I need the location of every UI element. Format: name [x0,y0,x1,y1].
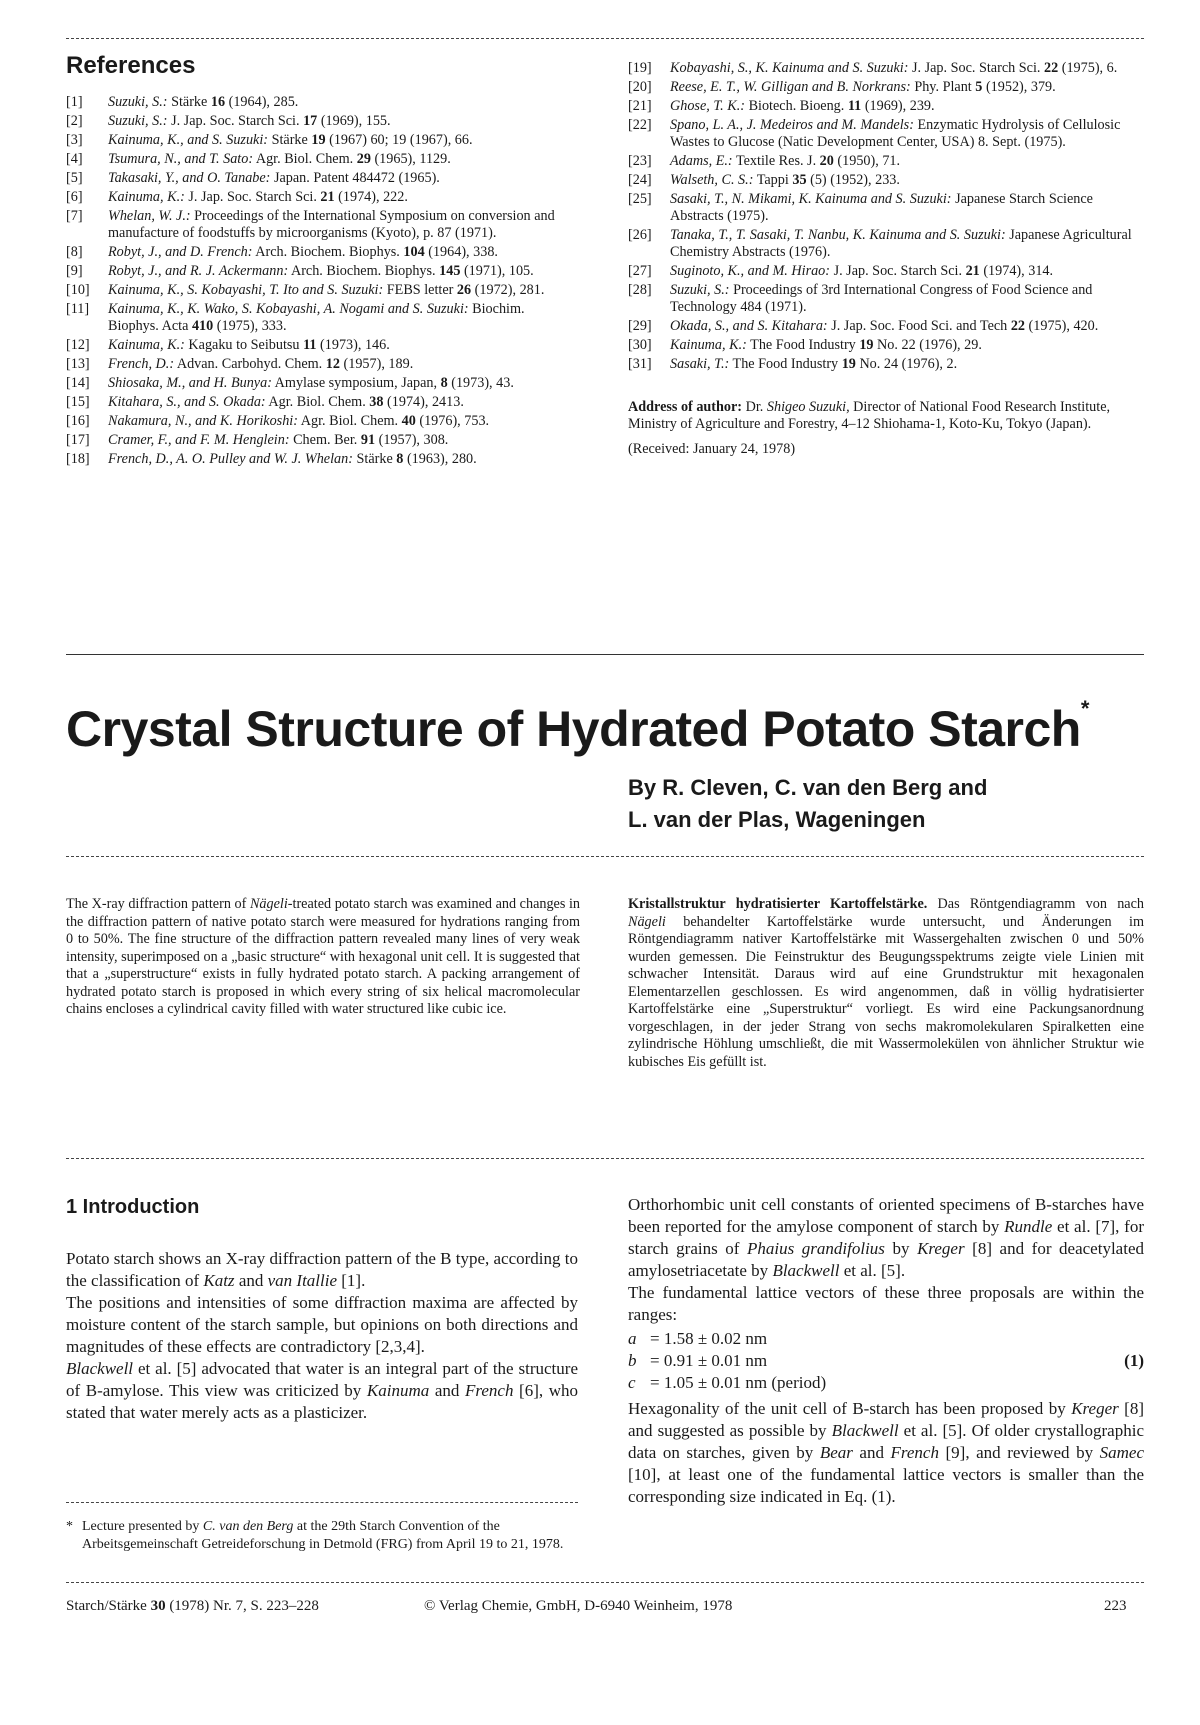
reference-authors: Sasaki, T., N. Mikami, K. Kainuma and S. Suzuki: [670,191,952,207]
reference-number: [12] [66,337,90,353]
reference-item: [12] Kainuma, K.: Kagaku to Seibutsu 11 (1973), 146. [66,337,390,353]
reference-number: [1] [66,94,83,110]
reference-authors: Kainuma, K.: [670,337,747,353]
reference-item: [2] Suzuki, S.: J. Jap. Soc. Starch Sci. 17 (1969), 155. [66,113,391,129]
equation-number: (1) [1124,1351,1144,1370]
byline-line-1: By R. Cleven, C. van den Berg and [628,775,988,800]
reference-number: [29] [628,318,652,334]
reference-item: [7] Whelan, W. J.: Proceedings of the International Symposium on conversion and manufacture of foodstuffs by microorganisms (Kyoto), p. 87 (1971). [66,208,555,241]
intro-paragraph: Potato starch shows an X-ray diffraction pattern of the B type, according to the classification of Katz and van Itallie [1]. [66,1249,578,1290]
reference-authors: Takasaki, Y., and O. Tanabe: [108,170,271,186]
intro-paragraph: The positions and intensities of some diffraction maxima are affected by moisture content of the starch sample, but opinions on both directions and magnitudes of these effects are contradictory [2,3,4]. [66,1293,578,1356]
equation-line-c: c = 1.05 ± 0.01 nm (period) [628,1373,827,1392]
address-label: Address of author: [628,399,743,415]
reference-item: [5] Takasaki, Y., and O. Tanabe: Japan. Patent 484472 (1965). [66,170,440,186]
reference-authors: Adams, E.: [670,153,733,169]
reference-authors: Kitahara, S., and S. Okada: [108,394,266,410]
reference-authors: Walseth, C. S.: [670,172,754,188]
author-address: Address of author: Dr. Shigeo Suzuki, Director of National Food Research Institute, Ministry of Agriculture and Forestry, 4–12 Shiohama-1, Koto-Ku, Tokyo (Japan). [628,399,1111,432]
received-date: (Received: January 24, 1978) [628,441,796,457]
intro-paragraph: Blackwell et al. [5] advocated that water is an integral part of the structure of B-amylose. This view was criticized by Kainuma and French [6], who stated that water merely acts as a plasticizer. [66,1359,578,1422]
equation-line-a: a = 1.58 ± 0.02 nm [628,1329,768,1348]
reference-item: [31] Sasaki, T.: The Food Industry 19 No. 24 (1976), 2. [628,356,958,372]
reference-item: [19] Kobayashi, S., K. Kainuma and S. Suzuki: J. Jap. Soc. Starch Sci. 22 (1975), 6. [628,60,1118,76]
reference-number: [2] [66,113,83,129]
reference-authors: Ghose, T. K.: [670,98,746,114]
reference-item: [18] French, D., A. O. Pulley and W. J. Whelan: Stärke 8 (1963), 280. [66,451,477,467]
reference-item: [1] Suzuki, S.: Stärke 16 (1964), 285. [66,94,299,110]
reference-number: [28] [628,282,652,298]
address-author-name: Shigeo Suzuki, [766,399,850,415]
reference-number: [30] [628,337,652,353]
reference-item: [22] Spano, L. A., J. Medeiros and M. Mandels: Enzymatic Hydrolysis of Cellulosic Wastes to Glucose (Natic Development Center, USA) 8. Sept. (1975). [628,117,1121,150]
section-rule-3 [66,1158,1144,1159]
reference-number: [5] [66,170,83,186]
reference-item: [13] French, D.: Advan. Carbohyd. Chem. 12 (1957), 189. [66,356,414,372]
reference-number: [6] [66,189,83,205]
reference-number: [20] [628,79,652,95]
reference-number: [26] [628,227,652,243]
publisher-copyright: © Verlag Chemie, GmbH, D-6940 Weinheim, 1978 [424,1598,733,1614]
reference-authors: Whelan, W. J.: [108,208,191,224]
reference-number: [18] [66,451,90,467]
section-heading-introduction: 1 Introduction [66,1196,200,1218]
intro-paragraph: The fundamental lattice vectors of these three proposals are within the ranges: [628,1283,1144,1324]
reference-authors: Kainuma, K.: [108,189,185,205]
reference-number: [7] [66,208,83,224]
reference-item: [11] Kainuma, K., K. Wako, S. Kobayashi, A. Nogami and S. Suzuki: Biochim. Biophys. Acta 410 (1975), 333. [66,301,525,334]
references-right-column [628,60,1144,458]
reference-authors: Suginoto, K., and M. Hirao: [670,263,831,279]
reference-item: [23] Adams, E.: Textile Res. J. 20 (1950), 71. [628,153,901,169]
reference-number: [25] [628,191,652,207]
reference-number: [9] [66,263,83,279]
reference-authors: Reese, E. T., W. Gilligan and B. Norkrans: [670,79,911,95]
reference-item: [24] Walseth, C. S.: Tappi 35 (5) (1952), 233. [628,172,900,188]
intro-left-column [66,1248,578,1424]
title-footnote-mark: * [1080,696,1089,721]
footnote-mark: * [66,1519,73,1534]
reference-item: [3] Kainuma, K., and S. Suzuki: Stärke 19 (1967) 60; 19 (1967), 66. [66,132,473,148]
reference-item: [25] Sasaki, T., N. Mikami, K. Kainuma and S. Suzuki: Japanese Starch Science Abstracts (1975). [628,191,1093,224]
reference-number: [11] [66,301,90,317]
equation-line-b: b = 0.91 ± 0.01 nm [628,1351,768,1370]
reference-number: [3] [66,132,83,148]
reference-item: [28] Suzuki, S.: Proceedings of 3rd International Congress of Food Science and Technology 484 (1971). [628,282,1093,315]
journal-citation: Starch/Stärke 30 (1978) Nr. 7, S. 223–228 [66,1598,319,1614]
reference-number: [31] [628,356,652,372]
reference-item: [8] Robyt, J., and D. French: Arch. Biochem. Biophys. 104 (1964), 338. [66,244,498,260]
reference-item: [4] Tsumura, N., and T. Sato: Agr. Biol. Chem. 29 (1965), 1129. [66,151,451,167]
reference-number: [22] [628,117,652,133]
reference-item: [17] Cramer, F., and F. M. Henglein: Chem. Ber. 91 (1957), 308. [66,432,449,448]
byline-line-2: L. van der Plas, Wageningen [628,807,926,832]
reference-number: [21] [628,98,652,114]
intro-right-column [628,1194,1144,1508]
reference-authors: Okada, S., and S. Kitahara: [670,318,828,334]
reference-authors: Kobayashi, S., K. Kainuma and S. Suzuki: [670,60,909,76]
reference-authors: Spano, L. A., J. Medeiros and M. Mandels: [670,117,914,133]
reference-number: [27] [628,263,652,279]
reference-authors: Kainuma, K., and S. Suzuki: [108,132,269,148]
abstract-english: The X-ray diffraction pattern of Nägeli-treated potato starch was examined and changes in the diffraction pattern of native potato starch were measured for hydrations ranging from 0 to 50%. The fine structure of the diffraction pattern revealed many lines of very weak intensity, superimposed on a „basic structure“ with hexagonal unit cell. It is suggested that that a „superstructure“ exists in fully hydrated potato starch. A packing arrangement of hydrated potato starch is proposed in which every string of six helical macromolecular chains encloses a cylindrical cavity filled with water structured like cubic ice. [66,896,581,1017]
references-left-column [66,94,578,470]
reference-item: [30] Kainuma, K.: The Food Industry 19 No. 22 (1976), 29. [628,337,982,353]
reference-number: [24] [628,172,652,188]
reference-item: [21] Ghose, T. K.: Biotech. Bioeng. 11 (1969), 239. [628,98,935,114]
article-title: Crystal Structure of Hydrated Potato Starch* [66,696,1089,757]
reference-item: [26] Tanaka, T., T. Sasaki, T. Nanbu, K. Kainuma and S. Suzuki: Japanese Agricultural Chemistry Abstracts (1976). [628,227,1132,260]
reference-authors: Suzuki, S.: [670,282,730,298]
reference-item: [9] Robyt, J., and R. J. Ackermann: Arch. Biochem. Biophys. 145 (1971), 105. [66,263,534,279]
reference-authors: Suzuki, S.: [108,113,168,129]
reference-authors: Suzuki, S.: [108,94,168,110]
intro-paragraph: Hexagonality of the unit cell of B-starch has been proposed by Kreger [8] and suggested as possible by Blackwell et al. [5]. Of older crystallographic data on starches, given by Bear and French [9], and reviewed by Samec [10], at least one of the fundamental lattice vectors is smaller than the corresponding size indicated in Eq. (1). [628,1399,1144,1506]
reference-authors: Nakamura, N., and K. Horikoshi: [108,413,298,429]
reference-number: [8] [66,244,83,260]
reference-authors: Tsumura, N., and T. Sato: [108,151,254,167]
reference-number: [4] [66,151,83,167]
reference-item: [29] Okada, S., and S. Kitahara: J. Jap. Soc. Food Sci. and Tech 22 (1975), 420. [628,318,1099,334]
reference-authors: French, D., A. O. Pulley and W. J. Whelan: [108,451,353,467]
footnote-rule [66,1502,578,1503]
top-rule [66,38,1144,39]
reference-item: [6] Kainuma, K.: J. Jap. Soc. Starch Sci. 21 (1974), 222. [66,189,408,205]
reference-item: [20] Reese, E. T., W. Gilligan and B. Norkrans: Phy. Plant 5 (1952), 379. [628,79,1056,95]
reference-number: [19] [628,60,652,76]
reference-authors: Robyt, J., and D. French: [108,244,253,260]
reference-item: [16] Nakamura, N., and K. Horikoshi: Agr. Biol. Chem. 40 (1976), 753. [66,413,490,429]
reference-number: [10] [66,282,90,298]
equation-1 [628,1328,1144,1394]
reference-item: [15] Kitahara, S., and S. Okada: Agr. Biol. Chem. 38 (1974), 2413. [66,394,464,410]
page-number: 223 [1104,1598,1127,1614]
byline [628,772,987,836]
reference-number: [15] [66,394,90,410]
reference-authors: French, D.: [108,356,175,372]
footer-rule [66,1582,1144,1583]
intro-paragraph: Orthorhombic unit cell constants of oriented specimens of B-starches have been reported for the amylose component of starch by Rundle et al. [7], for starch grains of Phaius grandifolius by Kreger [8] and for deacetylated amylosetriacetate by Blackwell et al. [5]. [628,1195,1144,1280]
references-heading: References [66,52,196,79]
reference-authors: Kainuma, K., S. Kobayashi, T. Ito and S. Suzuki: [108,282,384,298]
reference-number: [13] [66,356,90,372]
abstract-german-title: Kristallstruktur hydratisierter Kartoffelstärke. [628,896,928,912]
reference-authors: Kainuma, K.: [108,337,185,353]
section-rule-2 [66,856,1144,857]
footnote: * Lecture presented by C. van den Berg at the 29th Starch Convention of the Arbeitsgemeinschaft Getreideforschung in Detmold (FRG) from April 19 to 21, 1978. [66,1519,564,1552]
reference-number: [14] [66,375,90,391]
abstract-german: Kristallstruktur hydratisierter Kartoffelstärke. Das Röntgendiagramm von nach Nägeli behandelter Kartoffelstärke wurde untersucht, und Änderungen im Röntgendiagramm nativer Kartoffelstärke mit Wassergehalten zwischen 0 und 50% wurden gemessen. Die Feinstruktur des Beugungsspektrums zeigte viele Linien mit schwacher Intensität. Daraus wird auf eine Grundstruktur mit hexagonalen Elementarzellen geschlossen. Es wird angenommen, daß in völlig hydratisierter Kartoffelstärke eine „Superstruktur“ vorliegt. Es wird eine Packungsanordnung vorgeschlagen, in der jeder Strang von sechs makromolekularen Spiralketten eine zylindrische Höhlung umschließt, die mit Wassermolekülen von ähnlicher Struktur wie kubisches Eis gefüllt ist. [628,896,1144,1070]
reference-authors: Shiosaka, M., and H. Bunya: [108,375,272,391]
section-rule-1 [66,654,1144,655]
reference-number: [16] [66,413,90,429]
reference-number: [17] [66,432,90,448]
reference-authors: Robyt, J., and R. J. Ackermann: [108,263,289,279]
reference-item: [14] Shiosaka, M., and H. Bunya: Amylase symposium, Japan, 8 (1973), 43. [66,375,514,391]
reference-item: [10] Kainuma, K., S. Kobayashi, T. Ito and S. Suzuki: FEBS letter 26 (1972), 281. [66,282,545,298]
reference-item: [27] Suginoto, K., and M. Hirao: J. Jap. Soc. Starch Sci. 21 (1974), 314. [628,263,1054,279]
reference-number: [23] [628,153,652,169]
reference-authors: Sasaki, T.: [670,356,730,372]
reference-authors: Kainuma, K., K. Wako, S. Kobayashi, A. Nogami and S. Suzuki: [108,301,469,317]
reference-authors: Cramer, F., and F. M. Henglein: [108,432,290,448]
reference-authors: Tanaka, T., T. Sasaki, T. Nanbu, K. Kainuma and S. Suzuki: [670,227,1006,243]
